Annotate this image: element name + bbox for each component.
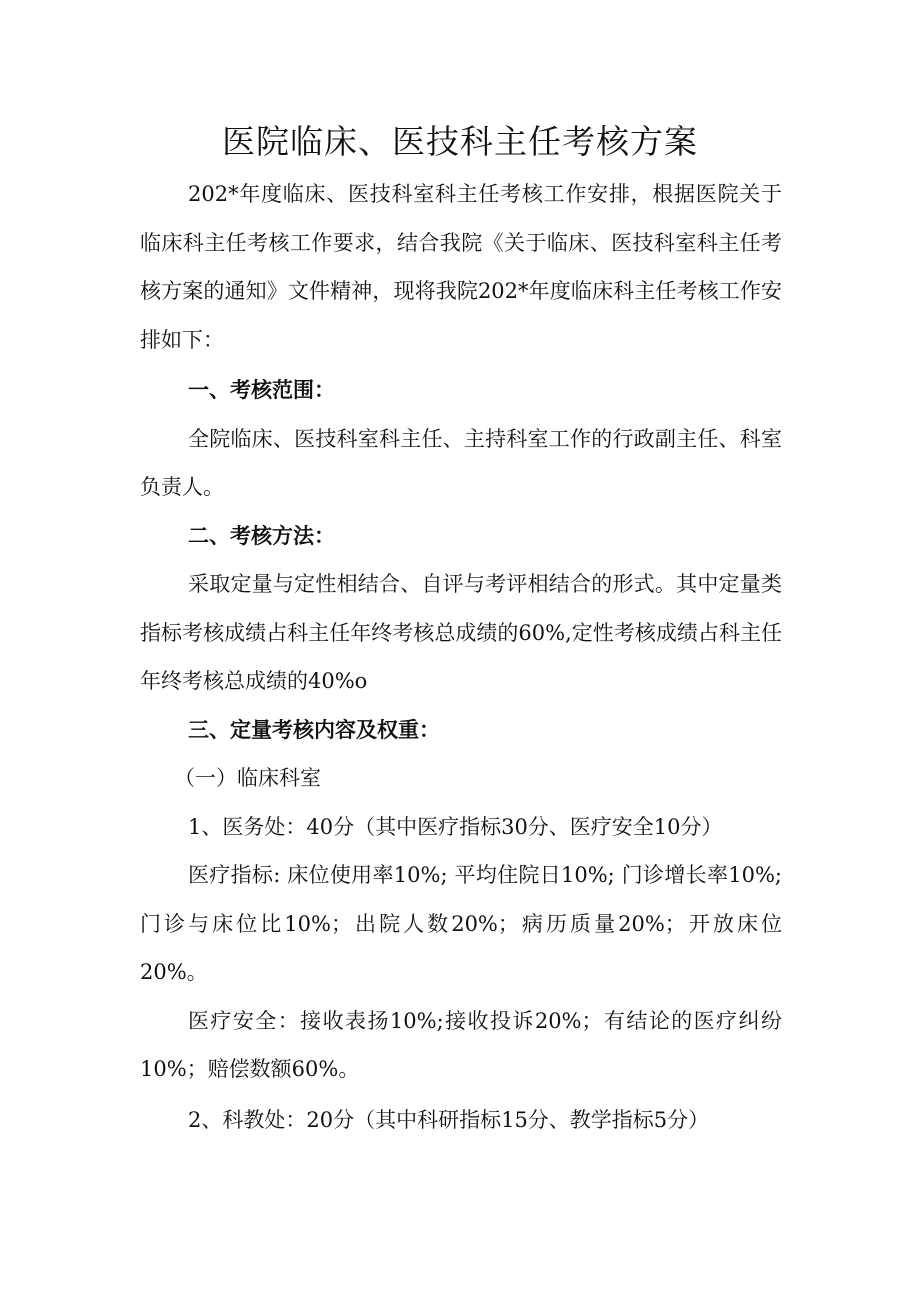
section-heading-scope: 一、考核范围： bbox=[188, 378, 335, 402]
section-heading-method: 二、考核方法： bbox=[188, 523, 335, 548]
document-body bbox=[140, 170, 782, 1144]
item-medical-safety: 医疗安全：接收表扬10%;接收投诉20%；有结论的医疗纠纷10%；赔偿数额60%。 bbox=[140, 1008, 782, 1081]
section-text-scope: 全院临床、医技科室科主任、主持科室工作的行政副主任、科室负责人。 bbox=[140, 426, 782, 499]
section-heading-quantitative: 三、定量考核内容及权重： bbox=[188, 717, 440, 742]
intro-paragraph: 202*年度临床、医技科室科主任考核工作安排，根据医院关于临床科主任考核工作要求，结合我院《关于临床、医技科室科主任考核方案的通知》文件精神，现将我院202*年度临床科主任考核工作安排如下： bbox=[140, 182, 782, 352]
item-medical-indicators: 医疗指标: 床位使用率10%; 平均住院日10%; 门诊增长率10%; 门诊与床位比10%；出院人数20%；病历质量20%；开放床位20%。 bbox=[140, 863, 782, 984]
item-medical-affairs: 1、医务处：40分（其中医疗指标30分、医疗安全10分） bbox=[188, 814, 723, 839]
subsection-heading-clinical: （一）临床科室 bbox=[174, 766, 321, 790]
document-title: 医院临床、医技科主任考核方案 bbox=[222, 122, 698, 161]
section-text-method: 采取定量与定性相结合、自评与考评相结合的形式。其中定量类指标考核成绩占科主任年终考核总成绩的60%,定性考核成绩占科主任年终考核总成绩的40%o bbox=[140, 572, 782, 693]
item-science-education: 2、科教处：20分（其中科研指标15分、教学指标5分） bbox=[188, 1107, 710, 1132]
